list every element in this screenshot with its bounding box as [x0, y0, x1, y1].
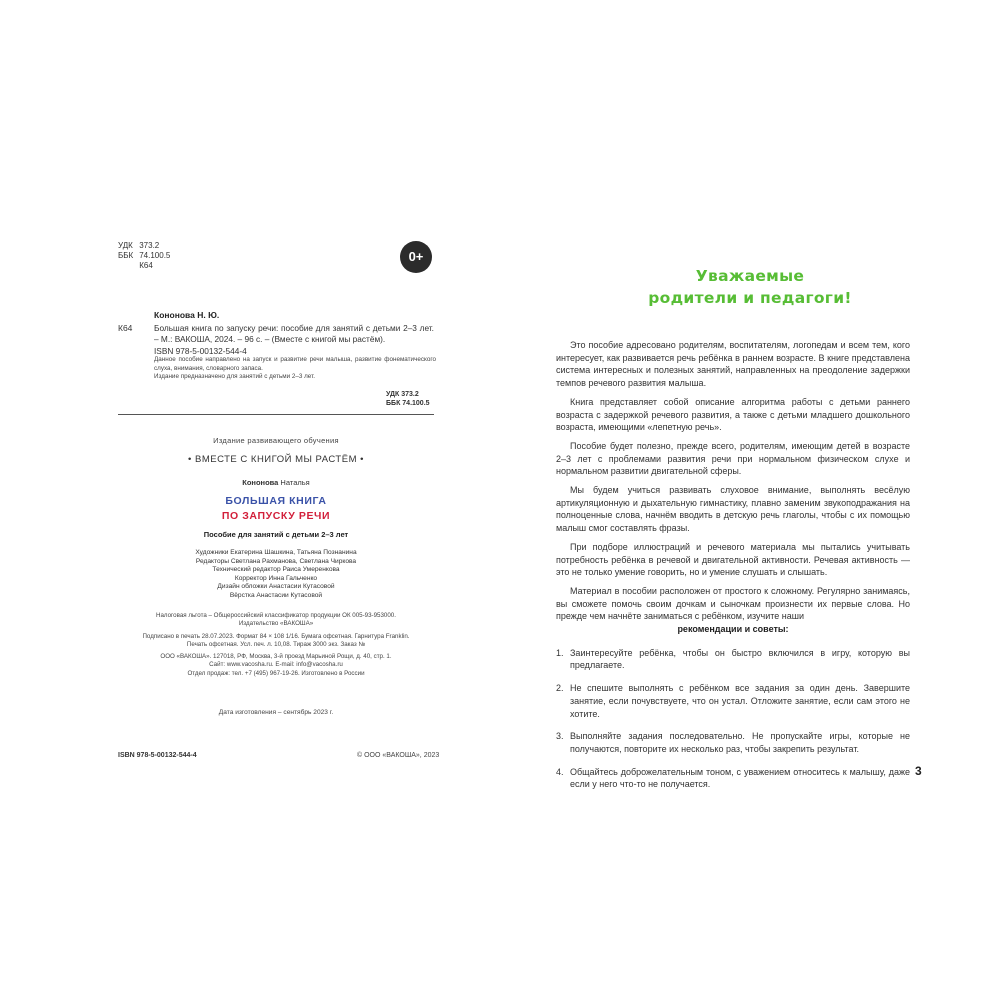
- greeting-line1: Уважаемые: [695, 267, 805, 285]
- copyright: © ООО «ВАКОША», 2023: [357, 752, 440, 759]
- legal-line: Налоговая льгота – Общероссийский классификатор продукции ОК 005-93-953000.: [156, 612, 396, 619]
- recommendation-item: [556, 730, 910, 755]
- credit-line: Художники Екатерина Шашкина, Татьяна Познанина: [195, 549, 357, 556]
- bibliographic-record: Большая книга по запуску речи: пособие для занятий с детьми 2–3 лет. – М.: ВАКОША, 2024. – 96 с. – (Вместе с книгой мы растём).: [154, 323, 434, 344]
- greeting-heading: [500, 265, 1000, 309]
- recommendation-number: 3.: [556, 731, 564, 742]
- annotation: [154, 356, 436, 382]
- age-rating-badge: 0+: [400, 241, 432, 273]
- author-surname: Кононова: [242, 478, 279, 487]
- preface-page: [500, 0, 1000, 1000]
- annotation-text: Данное пособие направлено на запуск и развитие речи малыша, развитие фонематического слуха, внимания, словарного запаса. Издание предназначено для занятий с детьми 2–3 лет.: [154, 356, 436, 380]
- legal-line: Подписано в печать 28.07.2023. Формат 84 × 108 1/16. Бумага офсетная. Гарнитура Franklin.: [142, 632, 410, 640]
- book-title-line1: БОЛЬШАЯ КНИГА: [225, 495, 327, 507]
- credits: [118, 549, 434, 601]
- classification-row: К64: [139, 261, 153, 270]
- paragraph: Материал в пособии расположен от простого к сложному. Регулярно занимаясь, вы сможете помочь своим дочкам и сыночкам произнести их первые слова. Но прежде чем начнёте заниматься с ребёнком, изучите наши: [556, 585, 910, 622]
- isbn-bottom: ISBN 978-5-00132-544-4: [118, 752, 197, 759]
- bbk-right-line: ББК 74.100.5: [386, 400, 430, 407]
- recommendation-text: Общайтесь доброжелательным тоном, с уважением относитесь к малышу, даже если у него что-то не получается.: [570, 766, 910, 790]
- recommendation-item: [556, 647, 910, 672]
- recommendation-text: Выполняйте задания последовательно. Не пропускайте игры, которые не получаются, повторите их несколько раз, чтобы закрепить результат.: [570, 731, 910, 754]
- credit-line: Дизайн обложки Анастасии Кутасовой: [217, 583, 335, 591]
- legal-line: Отдел продаж: тел. +7 (495) 967-19-26. Изготовлено в России: [187, 669, 365, 677]
- credit-line: Корректор Инна Гальченко: [234, 574, 318, 582]
- paragraph: Мы будем учиться развивать слуховое внимание, выполнять весёлую артикуляционную и дыхательную гимнастику, плавно заменим звукоподражания на полноценные слова, начнём вводить в детскую речь глаголы, чтобы с их помощью малыш смог составлять фразы.: [556, 485, 910, 534]
- recommendation-number: 1.: [556, 647, 564, 658]
- recommendations-title: рекомендации и советы:: [677, 624, 789, 635]
- legal-line: ООО «ВАКОША». 127018, РФ, Москва, 3-й проезд Марьиной Рощи, д. 40, стр. 1.: [160, 653, 392, 661]
- legal-line: Печать офсетная. Усл. печ. л. 10,08. Тираж 3000 экз. Заказ №: [186, 640, 366, 648]
- author-line: [118, 478, 434, 487]
- legal-line: Сайт: www.vacosha.ru. E-mail: info@vacosha.ru: [209, 661, 343, 669]
- classification-row: УДК 373.2: [118, 241, 160, 250]
- page-number: 3: [915, 764, 922, 778]
- recommendation-text: Не спешите выполнять с ребёнком все задания за один день. Завершите занятие, если почувствуете, что он устал. Отложите занятие, если сам этого не хотите.: [570, 683, 910, 719]
- catalog-code: К64: [118, 323, 133, 333]
- isbn-top: ISBN 978-5-00132-544-4: [154, 346, 247, 356]
- classification-block: [118, 241, 170, 271]
- recommendation-text: Заинтересуйте ребёнка, чтобы он быстро включился в игру, которую вы предлагаете.: [570, 647, 910, 671]
- manufacture-date: Дата изготовления – сентябрь 2023 г.: [218, 709, 334, 716]
- legal-info: [118, 612, 434, 678]
- series-title: • ВМЕСТЕ С КНИГОЙ МЫ РАСТЁМ •: [188, 454, 364, 465]
- credit-line: Технический редактор Раиса Умеренкова: [212, 566, 340, 574]
- edition-type: Издание развивающего обучения: [213, 436, 339, 445]
- greeting-line2: родители и педагоги!: [648, 289, 852, 307]
- classification-row: ББК 74.100.5: [118, 251, 171, 260]
- divider: [118, 414, 434, 415]
- preface-body: [556, 339, 910, 801]
- recommendation-item: [556, 766, 910, 791]
- paragraph: Это пособие адресовано родителям, воспитателям, логопедам и всем тем, кого интересует, как развивается речь ребёнка в раннем возрасте. В книге представлена система интересных и полезных занятий, направленных на преодоление задержки темпов речевого развития малыша.: [556, 340, 910, 389]
- recommendation-item: [556, 682, 910, 720]
- recommendation-number: 4.: [556, 766, 564, 777]
- book-subtitle: Пособие для занятий с детьми 2–3 лет: [203, 530, 349, 539]
- paragraph: Книга представляет собой описание алгоритма работы с детьми раннего возраста с задержкой речевого развития, а также с детьми младшего дошкольного возраста, имеющими «лепетную речь».: [556, 396, 910, 433]
- udk-right-line: УДК 373.2: [386, 391, 419, 398]
- credit-line: Вёрстка Анастасии Кутасовой: [229, 591, 323, 599]
- author-heading: Кононова Н. Ю.: [154, 310, 220, 320]
- legal-line: Издательство «ВАКОША»: [238, 620, 314, 628]
- recommendation-number: 2.: [556, 683, 564, 694]
- credit-line: Редакторы Светлана Рахманова, Светлана Чиркова: [195, 557, 357, 565]
- paragraph: Пособие будет полезно, прежде всего, родителям, имеющим детей в возрасте 2–3 лет с проблемами развития речи при нормальном физическом слухе и нормальном развитии двигательной сферы.: [556, 440, 910, 477]
- book-title-line2: ПО ЗАПУСКУ РЕЧИ: [221, 510, 331, 522]
- paragraph: При подборе иллюстраций и речевого материала мы пытались учитывать потребность ребёнка в речевой и двигательной активности. Речевая активность — это не только умение говорить, но и умение слушать и слышать.: [556, 541, 910, 578]
- classification-right: [386, 390, 430, 408]
- author-name: Наталья: [278, 478, 310, 487]
